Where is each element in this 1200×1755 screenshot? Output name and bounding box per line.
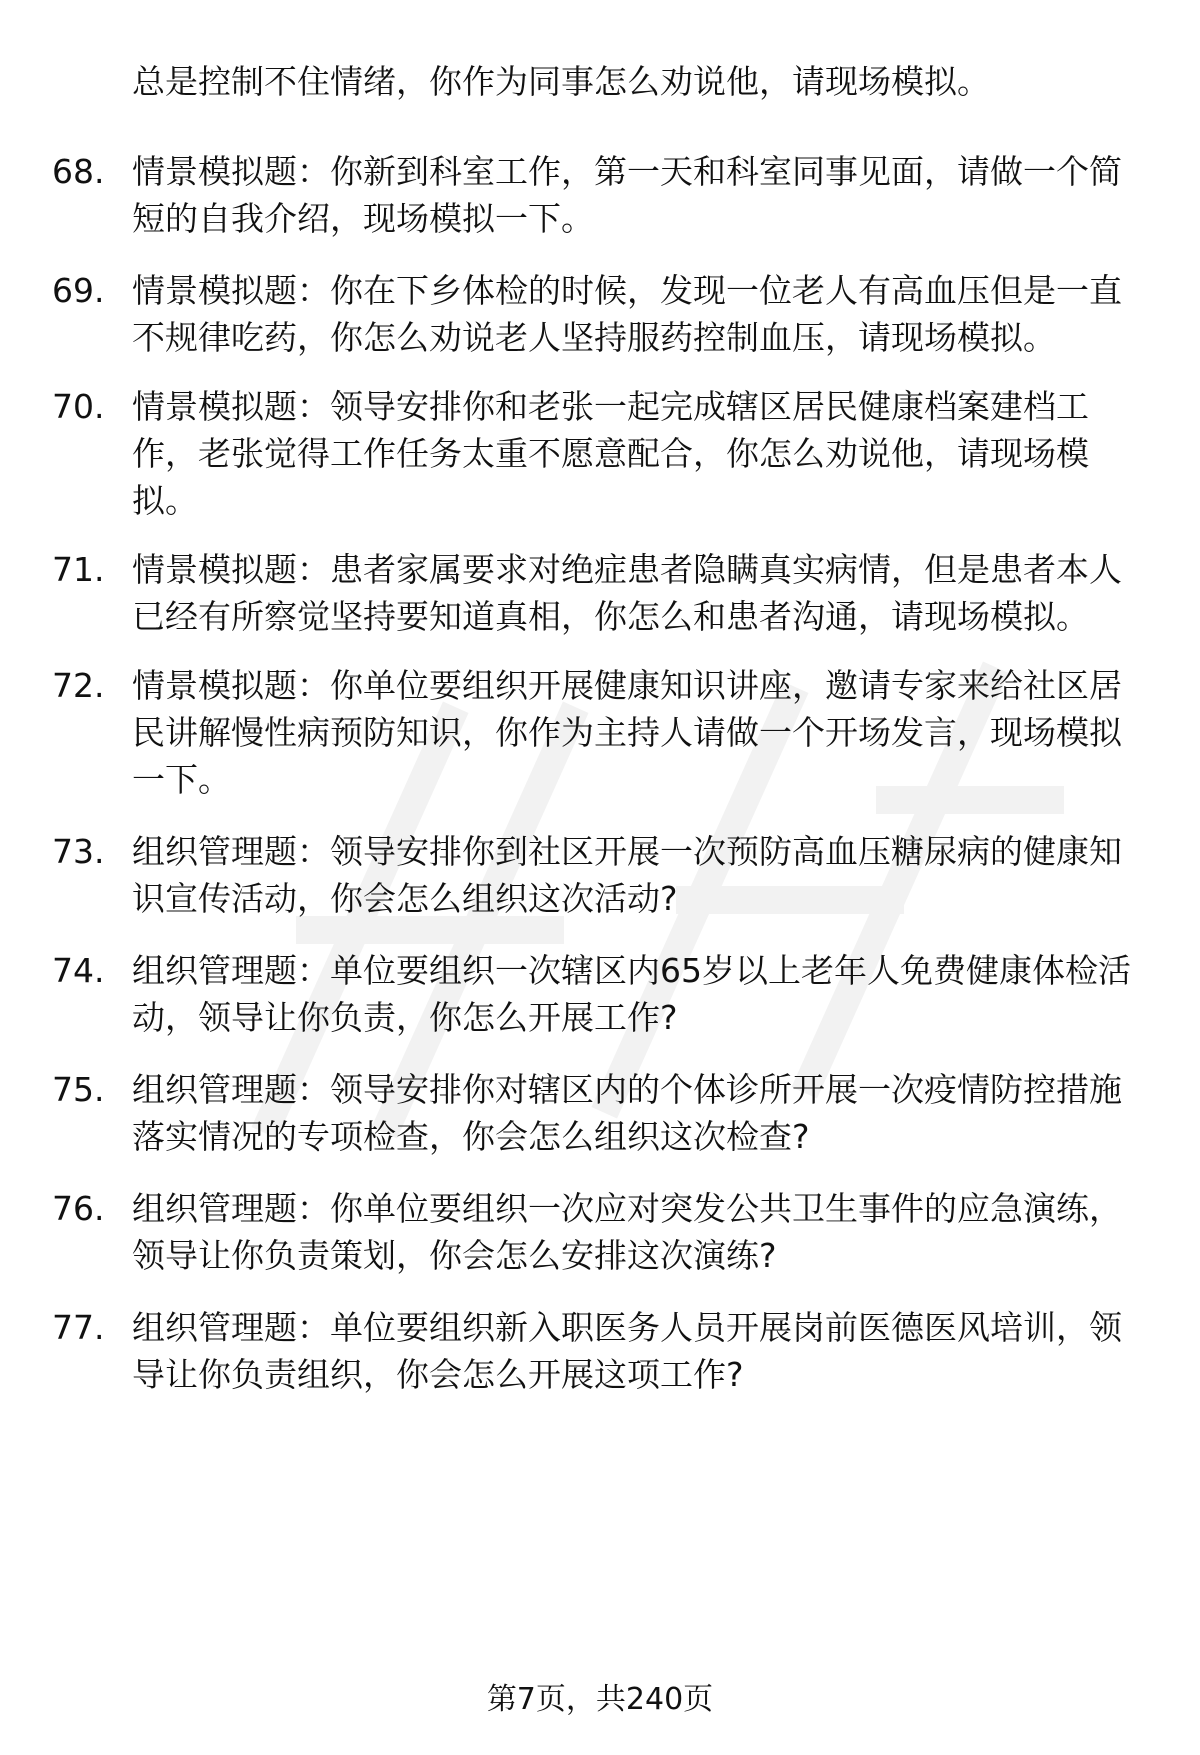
question-number: 73. [52,832,105,871]
question-number: 77. [52,1308,105,1347]
question-list [0,148,1200,1398]
question-item [0,828,1200,922]
question-text: 情景模拟题：领导安排你和老张一起完成辖区居民健康档案建档工作，老张觉得工作任务太重不愿意配合，你怎么劝说他，请现场模拟。 [132,387,1089,520]
question-item [0,383,1200,524]
question-number: 72. [52,666,105,705]
question-item [0,1185,1200,1279]
question-item [0,1304,1200,1398]
question-item [0,947,1200,1041]
question-number: 69. [52,271,105,310]
question-item [0,267,1200,361]
question-item [0,148,1200,242]
question-number: 68. [52,152,105,191]
question-item [0,662,1200,803]
page-footer: 第7页，共240页 [486,1682,714,1717]
continuation-text: 总是控制不住情绪，你作为同事怎么劝说他，请现场模拟。 [132,62,990,101]
question-text: 组织管理题：单位要组织新入职医务人员开展岗前医德医风培训，领导让你负责组织，你会怎么开展这项工作? [132,1308,1122,1394]
question-item [0,1066,1200,1160]
question-text: 组织管理题：你单位要组织一次应对突发公共卫生事件的应急演练，领导让你负责策划，你会怎么安排这次演练? [132,1189,1122,1275]
question-number: 70. [52,387,105,426]
question-text: 情景模拟题：你单位要组织开展健康知识讲座，邀请专家来给社区居民讲解慢性病预防知识，你作为主持人请做一个开场发言，现场模拟一下。 [132,666,1122,799]
question-text: 组织管理题：单位要组织一次辖区内65岁以上老年人免费健康体检活动，领导让你负责，你怎么开展工作? [132,951,1131,1037]
question-text: 情景模拟题：你在下乡体检的时候，发现一位老人有高血压但是一直不规律吃药，你怎么劝说老人坚持服药控制血压，请现场模拟。 [132,271,1122,357]
question-number: 74. [52,951,105,990]
question-item [0,546,1200,640]
question-text: 组织管理题：领导安排你对辖区内的个体诊所开展一次疫情防控措施落实情况的专项检查，你会怎么组织这次检查? [132,1070,1122,1156]
question-number: 71. [52,550,105,589]
question-text: 情景模拟题：患者家属要求对绝症患者隐瞒真实病情，但是患者本人已经有所察觉坚持要知道真相，你怎么和患者沟通，请现场模拟。 [132,550,1122,636]
question-number: 75. [52,1070,105,1109]
question-text: 情景模拟题：你新到科室工作，第一天和科室同事见面，请做一个简短的自我介绍，现场模拟一下。 [132,152,1122,238]
question-number: 76. [52,1189,105,1228]
question-text: 组织管理题：领导安排你到社区开展一次预防高血压糖尿病的健康知识宣传活动，你会怎么组织这次活动? [132,832,1122,918]
